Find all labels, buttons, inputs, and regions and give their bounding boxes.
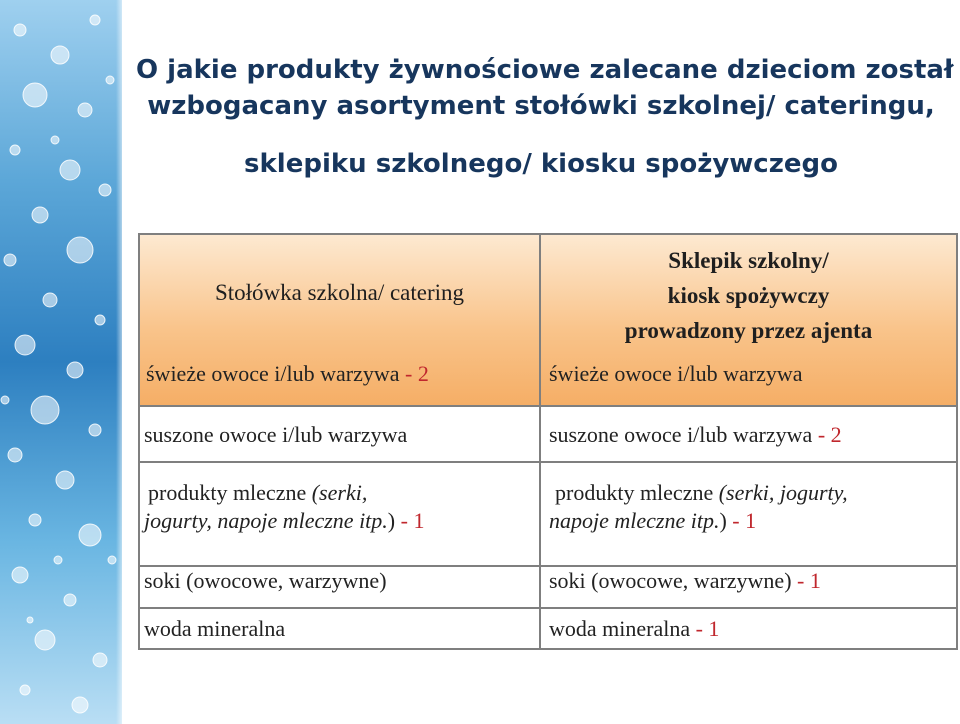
row5-right-text: woda mineralna xyxy=(549,616,691,641)
header-label-kiosk-line3: prowadzony przez ajenta xyxy=(624,318,873,343)
row3-right-text-c: napoje mleczne itp. xyxy=(549,508,720,533)
row3-left-line2 xyxy=(144,507,539,535)
row3-right-number: - 1 xyxy=(726,508,757,533)
row3-right-text-d: ) xyxy=(719,508,727,533)
row1-right-text: świeże owoce i/lub warzywa xyxy=(549,361,803,386)
row1-left-number: - 2 xyxy=(399,361,429,386)
row3-left-text-d: ) xyxy=(387,508,396,533)
row3-right-text-a: produkty mleczne xyxy=(555,480,719,505)
row3-left-text-b: (serki, xyxy=(311,480,368,505)
bubbles-decoration xyxy=(0,0,122,724)
title-line-3: sklepiku szkolnego/ kiosku spożywczego xyxy=(244,149,838,179)
row3-left-number: - 1 xyxy=(395,508,425,533)
row2-left-text: suszone owoce i/lub warzywa xyxy=(144,422,408,447)
row3-right-cell xyxy=(540,462,957,566)
row5-left-text: woda mineralna xyxy=(144,616,286,641)
header-label-catering: Stołówka szkolna/ catering xyxy=(214,280,465,305)
title-line-2: wzbogacany asortyment stołówki szkolnej/ cateringu, xyxy=(147,91,935,121)
row4-left-text: soki (owocowe, warzywne) xyxy=(144,568,387,593)
row1-left-text: świeże owoce i/lub warzywa xyxy=(146,361,400,386)
row5-left-cell xyxy=(139,608,540,649)
row3-left-text-a: produkty mleczne xyxy=(148,480,312,505)
row4-right-number: - 1 xyxy=(791,568,821,593)
row2-right-number: - 2 xyxy=(812,422,842,447)
row3-right-text-b: (serki, jogurty, xyxy=(718,480,848,505)
water-edge-fade xyxy=(116,0,126,724)
row5-right-number: - 1 xyxy=(690,616,720,641)
row2-left-cell xyxy=(139,406,540,462)
page-title xyxy=(136,52,954,182)
row1-left-cell xyxy=(146,360,429,388)
row3-right-line2 xyxy=(549,507,956,535)
water-bubbles-image xyxy=(0,0,122,724)
title-line-1: O jakie produkty żywnościowe zalecane dzieciom został xyxy=(136,55,954,85)
comparison-table xyxy=(138,233,958,650)
row3-right-line1 xyxy=(549,479,956,507)
row5-right-cell xyxy=(540,608,957,649)
header-label-kiosk-line1: Sklepik szkolny/ xyxy=(668,248,829,273)
header-label-kiosk-line2: kiosk spożywczy xyxy=(667,283,830,308)
row1-right-cell xyxy=(549,360,803,388)
header-cell-catering xyxy=(139,234,540,406)
row4-right-text: soki (owocowe, warzywne) xyxy=(549,568,792,593)
header-cell-kiosk xyxy=(540,234,957,406)
row3-left-text-c: jogurty, napoje mleczne itp. xyxy=(144,508,388,533)
row2-right-cell xyxy=(540,406,957,462)
row4-right-cell xyxy=(540,566,957,608)
row3-left-line1 xyxy=(144,479,539,507)
row3-left-cell xyxy=(139,462,540,566)
row4-left-cell xyxy=(139,566,540,608)
row2-right-text: suszone owoce i/lub warzywa xyxy=(549,422,813,447)
